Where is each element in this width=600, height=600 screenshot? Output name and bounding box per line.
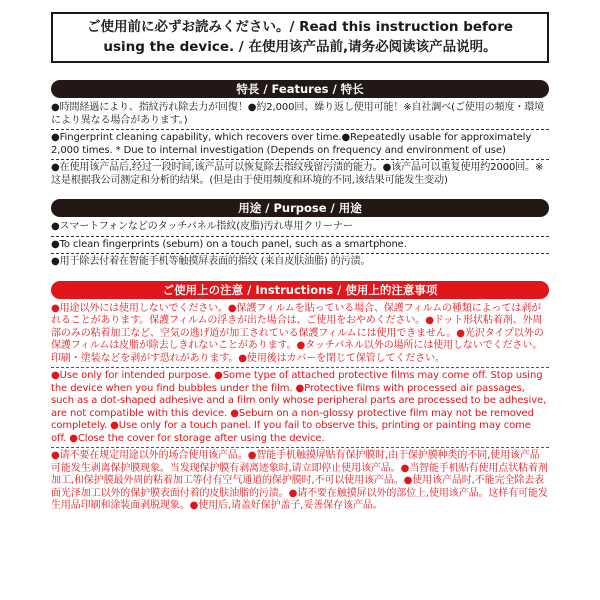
- features-header: 特長 / Features / 特长: [51, 80, 549, 98]
- cautions-text-en: ●Use only for intended purpose. ●Some type of attached protective films may come off. Stop using the device when you find bubbles under the film. ●Protective films with processed air passages, such as a dot-shaped adhesive and a film only whose peripheral parts are processed to be adhesive, are not compatible with this device. ●Sebum on a non-glossy protective film may not be removed completely. ●Use only for a touch panel. If you fail to observe this, printing or painting may come off. ●Close the cover for storage after using the device.: [51, 370, 547, 444]
- purpose-text-ja: ●スマートフォンなどのタッチパネル指紋(皮脂)汚れ専用クリーナー: [51, 221, 353, 232]
- cautions-text-ja: ●用途以外には使用しないでください。●保護フィルムを貼っている場合、保護フィルムの種類によっては剥がれることがあります。保護フィルムの浮きが出た場合は、ご使用をおやめください。●ドット形状粘着剤、外周部のみの粘着加工など、空気の逃げ道が加工されている保護フィルムには使用できません。●光沢タイプ以外の保護フィルムは皮脂が除去しきれないことがあります。●タッチパネル以外の場所には使用しないでください。印刷・塗装などを剥がす恐れがあります。●使用後はカバーを閉じて保管してください。: [51, 302, 544, 364]
- instruction-sheet: [51, 0, 549, 513]
- purpose-text-en: ●To clean fingerprints (sebum) on a touch panel, such as a smartphone.: [51, 238, 407, 250]
- divider: [51, 159, 549, 160]
- divider: [51, 253, 549, 254]
- cautions-text-zh: ●请不要在规定用途以外的场合使用该产品。●智能手机触摸屏贴有保护膜时,由于保护膜种类的不同,使用该产品可能发生剥离保护膜现象。当发现保护膜有剥离迹象时,请立即停止使用该产品。●当智能手机贴有使用点状粘着剂加工,和保护膜最外周的粘着加工等付有空气通道的保护膜时,不可以使用该产品。●使用该产品时,不能完全除去表面光泽加工以外的保护膜表面付着的皮肤油脂的污渍。●请不要在触摸屏以外的部位上,使用该产品。这样有可能发生用品印刷和涂装面剥脱现象。●使用后,请盖好保护盖子,妥善保存该产品。: [51, 450, 548, 511]
- divider: [51, 129, 549, 130]
- notice-line-1: ご使用前に必ずお読みください。/ Read this instruction before: [86, 19, 514, 35]
- features-text-zh: ●在使用该产品后,经过一段时间,该产品可以恢复除去指纹残留污渍的能力。●该产品可以重复使用约2000回。※这是根据我公司测定和分析的结果。(但是由于使用频度和环境的不同,该结果可能发生变动): [51, 162, 544, 186]
- divider: [51, 367, 549, 368]
- cautions-header: ご使用上の注意 / Instructions / 使用上的注意事项: [51, 281, 549, 299]
- divider: [51, 447, 549, 448]
- purpose-header: 用途 / Purpose / 用途: [51, 199, 549, 217]
- divider: [51, 236, 549, 237]
- notice-line-2: using the device. / 在使用该产品前,请务必阅读该产品说明。: [103, 39, 497, 55]
- read-before-use-notice: [51, 12, 549, 63]
- features-text-en: ●Fingerprint cleaning capability, which recovers over time.●Repeatedly usable for approximately 2,000 times. * Due to internal investigation (Depends on frequency and environment of use): [51, 132, 532, 156]
- features-text-ja: ●時間経過により、指紋汚れ除去力が回復！●約2,000回、繰り返し使用可能！※自社調べ(ご使用の頻度・環境により異なる場合があります。): [51, 102, 545, 126]
- purpose-text-zh: ●用于除去付着在智能手机等触摸屏表面的指纹 (来自皮肤油脂) 的污渍。: [51, 256, 371, 267]
